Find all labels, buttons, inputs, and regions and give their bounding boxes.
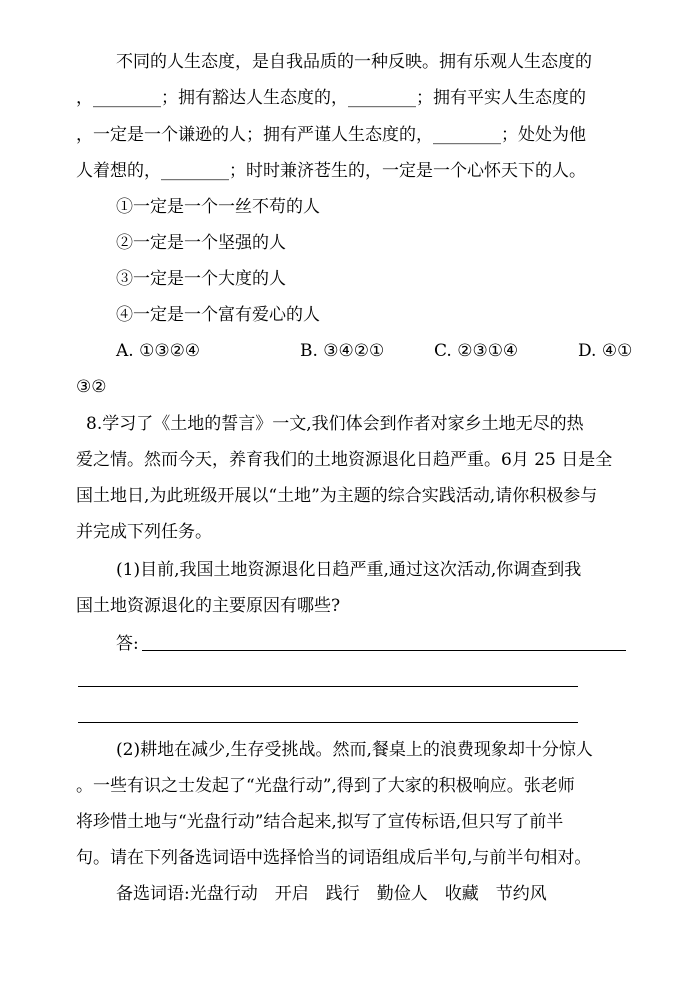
- q8-intro-line-3: 国土地日,为此班级开展以“土地”为主题的综合实践活动,请你积极参与: [76, 486, 598, 506]
- answer-line-2[interactable]: [78, 686, 578, 687]
- q8-sub1-line-2: 国土地资源退化的主要原因有哪些?: [76, 596, 341, 616]
- q8-sub2-line-3: 将珍惜土地与“光盘行动”结合起来,拟写了宣传标语,但只写了前半: [76, 812, 564, 832]
- q8-intro-line-4: 并完成下列任务。: [76, 522, 212, 542]
- q8-intro-line-2: 爱之情。然而今天，养育我们的土地资源退化日趋严重。6月 25 日是全: [76, 450, 613, 470]
- q8-sub2-line-1: (2)耕地在减少,生存受挑战。然而,餐桌上的浪费现象却十分惊人: [116, 740, 593, 760]
- q8-sub1-line-1: (1)目前,我国土地资源退化日趋严重,通过这次活动,你调查到我: [116, 560, 582, 580]
- q7-paragraph-line-4: 人着想的，________；时时兼济苍生的，一定是一个心怀天下的人。: [76, 161, 586, 181]
- answer-line-3[interactable]: [78, 722, 578, 723]
- q7-item-1: ①一定是一个一丝不苟的人: [116, 197, 320, 217]
- q7-option-d-continued: ③②: [76, 377, 107, 397]
- q7-paragraph-line-1: 不同的人生态度，是自我品质的一种反映。拥有乐观人生态度的: [116, 52, 592, 72]
- answer-label: 答:: [116, 634, 139, 654]
- q7-item-2: ②一定是一个坚强的人: [116, 233, 286, 253]
- q7-item-4: ④一定是一个富有爱心的人: [116, 305, 320, 325]
- answer-line-1[interactable]: [142, 650, 626, 651]
- q7-option-c: C. ②③①④: [434, 341, 519, 361]
- q8-sub2-line-2: 。一些有识之士发起了“光盘行动”,得到了大家的积极响应。张老师: [76, 776, 575, 796]
- q7-option-a: A. ①③②④: [116, 341, 201, 361]
- word-bank: 备选词语:光盘行动 开启 践行 勤俭人 收藏 节约风: [116, 884, 547, 904]
- q7-paragraph-line-2: ，________；拥有豁达人生态度的，________；拥有平实人生态度的: [76, 88, 586, 108]
- q7-item-3: ③一定是一个大度的人: [116, 269, 286, 289]
- q8-sub2-line-4: 句。请在下列备选词语中选择恰当的词语组成后半句,与前半句相对。: [76, 848, 592, 868]
- q7-option-d: D. ④①: [578, 341, 633, 361]
- q8-intro-line-1: 8.学习了《土地的誓言》一文,我们体会到作者对家乡土地无尽的热: [86, 414, 584, 434]
- q7-option-b: B. ③④②①: [300, 341, 385, 361]
- q7-paragraph-line-3: ，一定是一个谦逊的人；拥有严谨人生态度的，________；处处为他: [76, 125, 586, 145]
